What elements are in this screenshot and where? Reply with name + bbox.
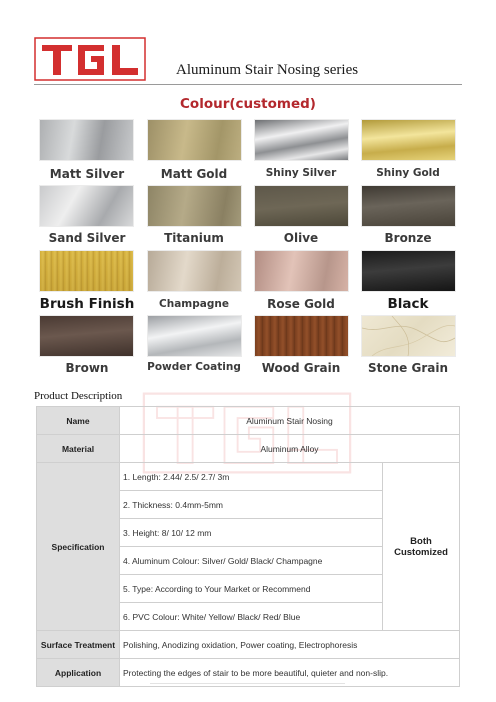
swatch-olive xyxy=(255,186,348,226)
row-value-application: Protecting the edges of stair to be more beautiful, quieter and non-slip. xyxy=(120,659,460,687)
spec-item: 3. Height: 8/ 10/ 12 mm xyxy=(120,519,383,547)
swatch-black xyxy=(362,251,455,291)
spec-item: 4. Aluminum Colour: Silver/ Gold/ Black/ Champagne xyxy=(120,547,383,575)
swatch-label: Matt Silver xyxy=(49,167,125,181)
swatch-label: Matt Gold xyxy=(160,167,228,181)
swatch-label: Champagne xyxy=(159,298,229,310)
tgl-logo xyxy=(34,37,146,81)
swatch-shiny-gold xyxy=(362,120,455,160)
footer-divider xyxy=(150,683,345,684)
swatch-label: Brown xyxy=(65,361,109,375)
row-label-material: Material xyxy=(37,435,120,463)
product-spec-table xyxy=(36,406,460,687)
swatch-label: Sand Silver xyxy=(48,231,126,245)
row-value-material: Aluminum Alloy xyxy=(120,435,460,463)
swatch-matt-gold xyxy=(148,120,241,160)
table-row xyxy=(37,407,460,435)
table-row xyxy=(37,463,460,491)
swatch-brown xyxy=(40,316,133,356)
swatch-label: Rose Gold xyxy=(267,297,335,311)
swatch-label: Stone Grain xyxy=(367,361,448,375)
row-label-name: Name xyxy=(37,407,120,435)
product-description-title: Product Description xyxy=(34,390,123,402)
swatch-label: Brush Finish xyxy=(39,296,135,312)
colour-section-title: Colour(customed) xyxy=(180,96,316,112)
swatch-label: Bronze xyxy=(384,231,432,245)
swatch-bronze xyxy=(362,186,455,226)
swatch-brush-finish xyxy=(40,251,133,291)
swatch-label: Black xyxy=(387,296,429,312)
table-row xyxy=(37,631,460,659)
swatch-sand-silver xyxy=(40,186,133,226)
spec-item: 5. Type: According to Your Market or Recommend xyxy=(120,575,383,603)
table-row xyxy=(37,435,460,463)
swatch-matt-silver xyxy=(40,120,133,160)
swatch-champagne xyxy=(148,251,241,291)
spec-item: 1. Length: 2.44/ 2.5/ 2.7/ 3m xyxy=(120,463,383,491)
swatch-label: Shiny Silver xyxy=(265,167,337,179)
document-title: Aluminum Stair Nosing series xyxy=(176,62,359,78)
swatch-titanium xyxy=(148,186,241,226)
row-value-surface-treatment: Polishing, Anodizing oxidation, Power coating, Electrophoresis xyxy=(120,631,460,659)
row-label-surface-treatment: Surface Treatment xyxy=(37,631,120,659)
customized-note xyxy=(383,463,460,631)
swatch-shiny-silver xyxy=(255,120,348,160)
swatch-wood-grain xyxy=(255,316,348,356)
swatch-label: Powder Coating xyxy=(147,361,241,373)
swatch-stone-grain xyxy=(362,316,455,356)
swatch-label: Olive xyxy=(283,231,319,245)
customized-line: Customized xyxy=(394,546,448,558)
swatch-rose-gold xyxy=(255,251,348,291)
swatch-powder-coating xyxy=(148,316,241,356)
spec-item: 2. Thickness: 0.4mm-5mm xyxy=(120,491,383,519)
row-label-specification: Specification xyxy=(37,463,120,631)
stone-vein-pattern xyxy=(362,316,455,356)
row-value-name: Aluminum Stair Nosing xyxy=(120,407,460,435)
header-divider xyxy=(34,84,462,85)
row-label-application: Application xyxy=(37,659,120,687)
spec-item: 6. PVC Colour: White/ Yellow/ Black/ Red/ Blue xyxy=(120,603,383,631)
customized-line: Both xyxy=(410,535,432,547)
swatch-label: Titanium xyxy=(164,231,224,245)
swatch-label: Wood Grain xyxy=(261,361,341,375)
swatch-label: Shiny Gold xyxy=(376,167,440,179)
